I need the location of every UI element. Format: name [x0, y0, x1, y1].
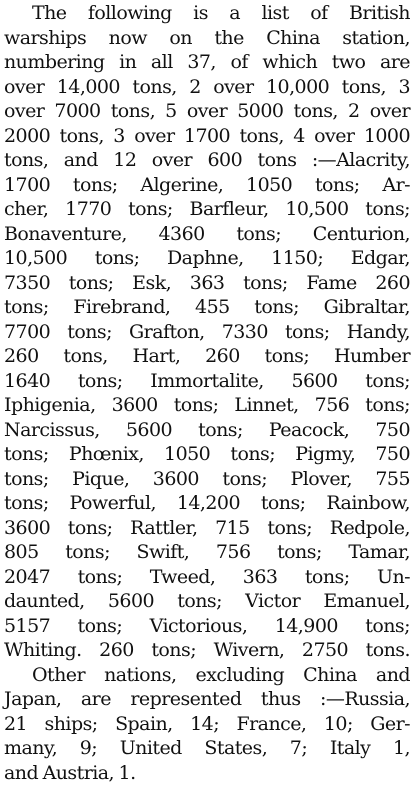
text-line: 7350 tons; Esk, 363 tons; Fame 260 [4, 271, 410, 296]
text-line: Japan, are represented thus :—Russia, [4, 687, 410, 712]
warships-paragraph [4, 1, 410, 663]
text-line: Narcissus, 5600 tons; Peacock, 750 [4, 418, 410, 443]
text-line: tons; Pique, 3600 tons; Plover, 755 [4, 467, 410, 492]
text-line: many, 9; United States, 7; Italy 1, [4, 736, 410, 761]
text-line: 3600 tons; Rattler, 715 tons; Redpole, [4, 516, 410, 541]
text-line: The following is a list of British [4, 1, 410, 26]
text-line: 2047 tons; Tweed, 363 tons; Un- [4, 565, 410, 590]
text-line: 1700 tons; Algerine, 1050 tons; Ar- [4, 173, 410, 198]
text-line: over 14,000 tons, 2 over 10,000 tons, 3 [4, 75, 410, 100]
text-line: Bonaventure, 4360 tons; Centurion, [4, 222, 410, 247]
text-line: 7700 tons; Grafton, 7330 tons; Handy, [4, 320, 410, 345]
text-line: 1640 tons; Immortalite, 5600 tons; [4, 369, 410, 394]
text-line: 10,500 tons; Daphne, 1150; Edgar, [4, 246, 410, 271]
text-line: numbering in all 37, of which two are [4, 50, 410, 75]
text-line: 21 ships; Spain, 14; France, 10; Ger- [4, 712, 410, 737]
text-line: and Austria, 1. [4, 761, 410, 785]
text-line: tons; Powerful, 14,200 tons; Rainbow, [4, 491, 410, 516]
text-line: cher, 1770 tons; Barfleur, 10,500 tons; [4, 197, 410, 222]
text-line: Iphigenia, 3600 tons; Linnet, 756 tons; [4, 393, 410, 418]
text-line: over 7000 tons, 5 over 5000 tons, 2 over [4, 99, 410, 124]
text-line: daunted, 5600 tons; Victor Emanuel, [4, 589, 410, 614]
text-line: tons; Firebrand, 455 tons; Gibraltar, [4, 295, 410, 320]
text-line: Whiting. 260 tons; Wivern, 2750 tons. [4, 638, 410, 663]
text-line: 5157 tons; Victorious, 14,900 tons; [4, 614, 410, 639]
text-line: warships now on the China station, [4, 26, 410, 51]
text-line: tons; Phœnix, 1050 tons; Pigmy, 750 [4, 442, 410, 467]
text-line: 805 tons; Swift, 756 tons; Tamar, [4, 540, 410, 565]
text-line: Other nations, excluding China and [4, 663, 410, 688]
text-line: tons, and 12 over 600 tons :—Alacrity, [4, 148, 410, 173]
text-line: 260 tons, Hart, 260 tons; Humber [4, 344, 410, 369]
text-line: 2000 tons, 3 over 1700 tons, 4 over 1000 [4, 124, 410, 149]
other-nations-paragraph [4, 663, 410, 785]
